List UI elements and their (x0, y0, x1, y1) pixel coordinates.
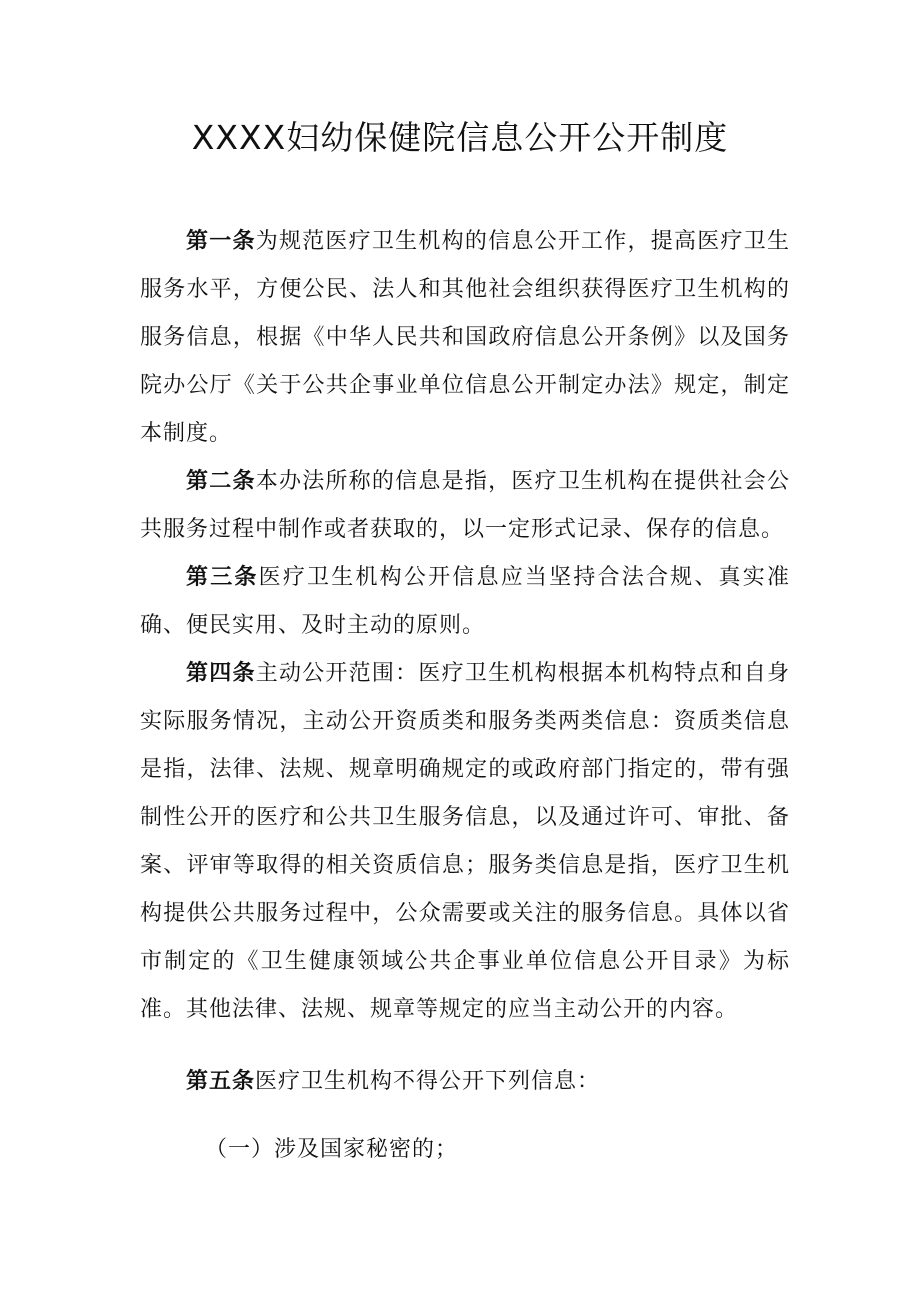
article-3-label: 第三条 (186, 565, 259, 590)
article-1-label: 第一条 (186, 229, 256, 254)
document-title: XXXX妇幼保健院信息公开公开制度 (191, 118, 729, 157)
article-4-label: 第四条 (186, 661, 256, 686)
article-3 (140, 554, 790, 650)
list-item-1: （一）涉及国家秘密的； (205, 1137, 459, 1162)
article-5-label: 第五条 (186, 1069, 256, 1094)
article-1 (140, 218, 790, 458)
article-3-text: 医疗卫生机构公开信息应当坚持合法合规、真实准确、便民实用、及时主动的原则。 (140, 565, 790, 638)
article-4-text: 主动公开范围：医疗卫生机构根据本机构特点和自身实际服务情况，主动公开资质类和服务类两类信息：资质类信息是指，法律、法规、规章明确规定的或政府部门指定的，带有强制性公开的医疗和公共卫生服务信息，以及通过许可、审批、备案、评审等取得的相关资质信息；服务类信息是指，医疗卫生机构提供公共服务过程中，公众需要或关注的服务信息。具体以省市制定的《卫生健康领域公共企事业单位信息公开目录》为标准。其他法律、法规、规章等规定的应当主动公开的内容。 (140, 661, 790, 1022)
article-2 (140, 458, 790, 554)
article-2-text: 本办法所称的信息是指，医疗卫生机构在提供社会公共服务过程中制作或者获取的，以一定形式记录、保存的信息。 (140, 469, 790, 542)
article-5 (140, 1058, 790, 1106)
article-2-label: 第二条 (186, 469, 256, 494)
article-1-text: 为规范医疗卫生机构的信息公开工作，提高医疗卫生服务水平，方便公民、法人和其他社会组织获得医疗卫生机构的服务信息，根据《中华人民共和国政府信息公开条例》以及国务院办公厅《关于公共企事业单位信息公开制定办法》规定，制定本制度。 (140, 229, 790, 446)
article-5-text: 医疗卫生机构不得公开下列信息： (255, 1069, 601, 1094)
article-4 (140, 650, 790, 1034)
